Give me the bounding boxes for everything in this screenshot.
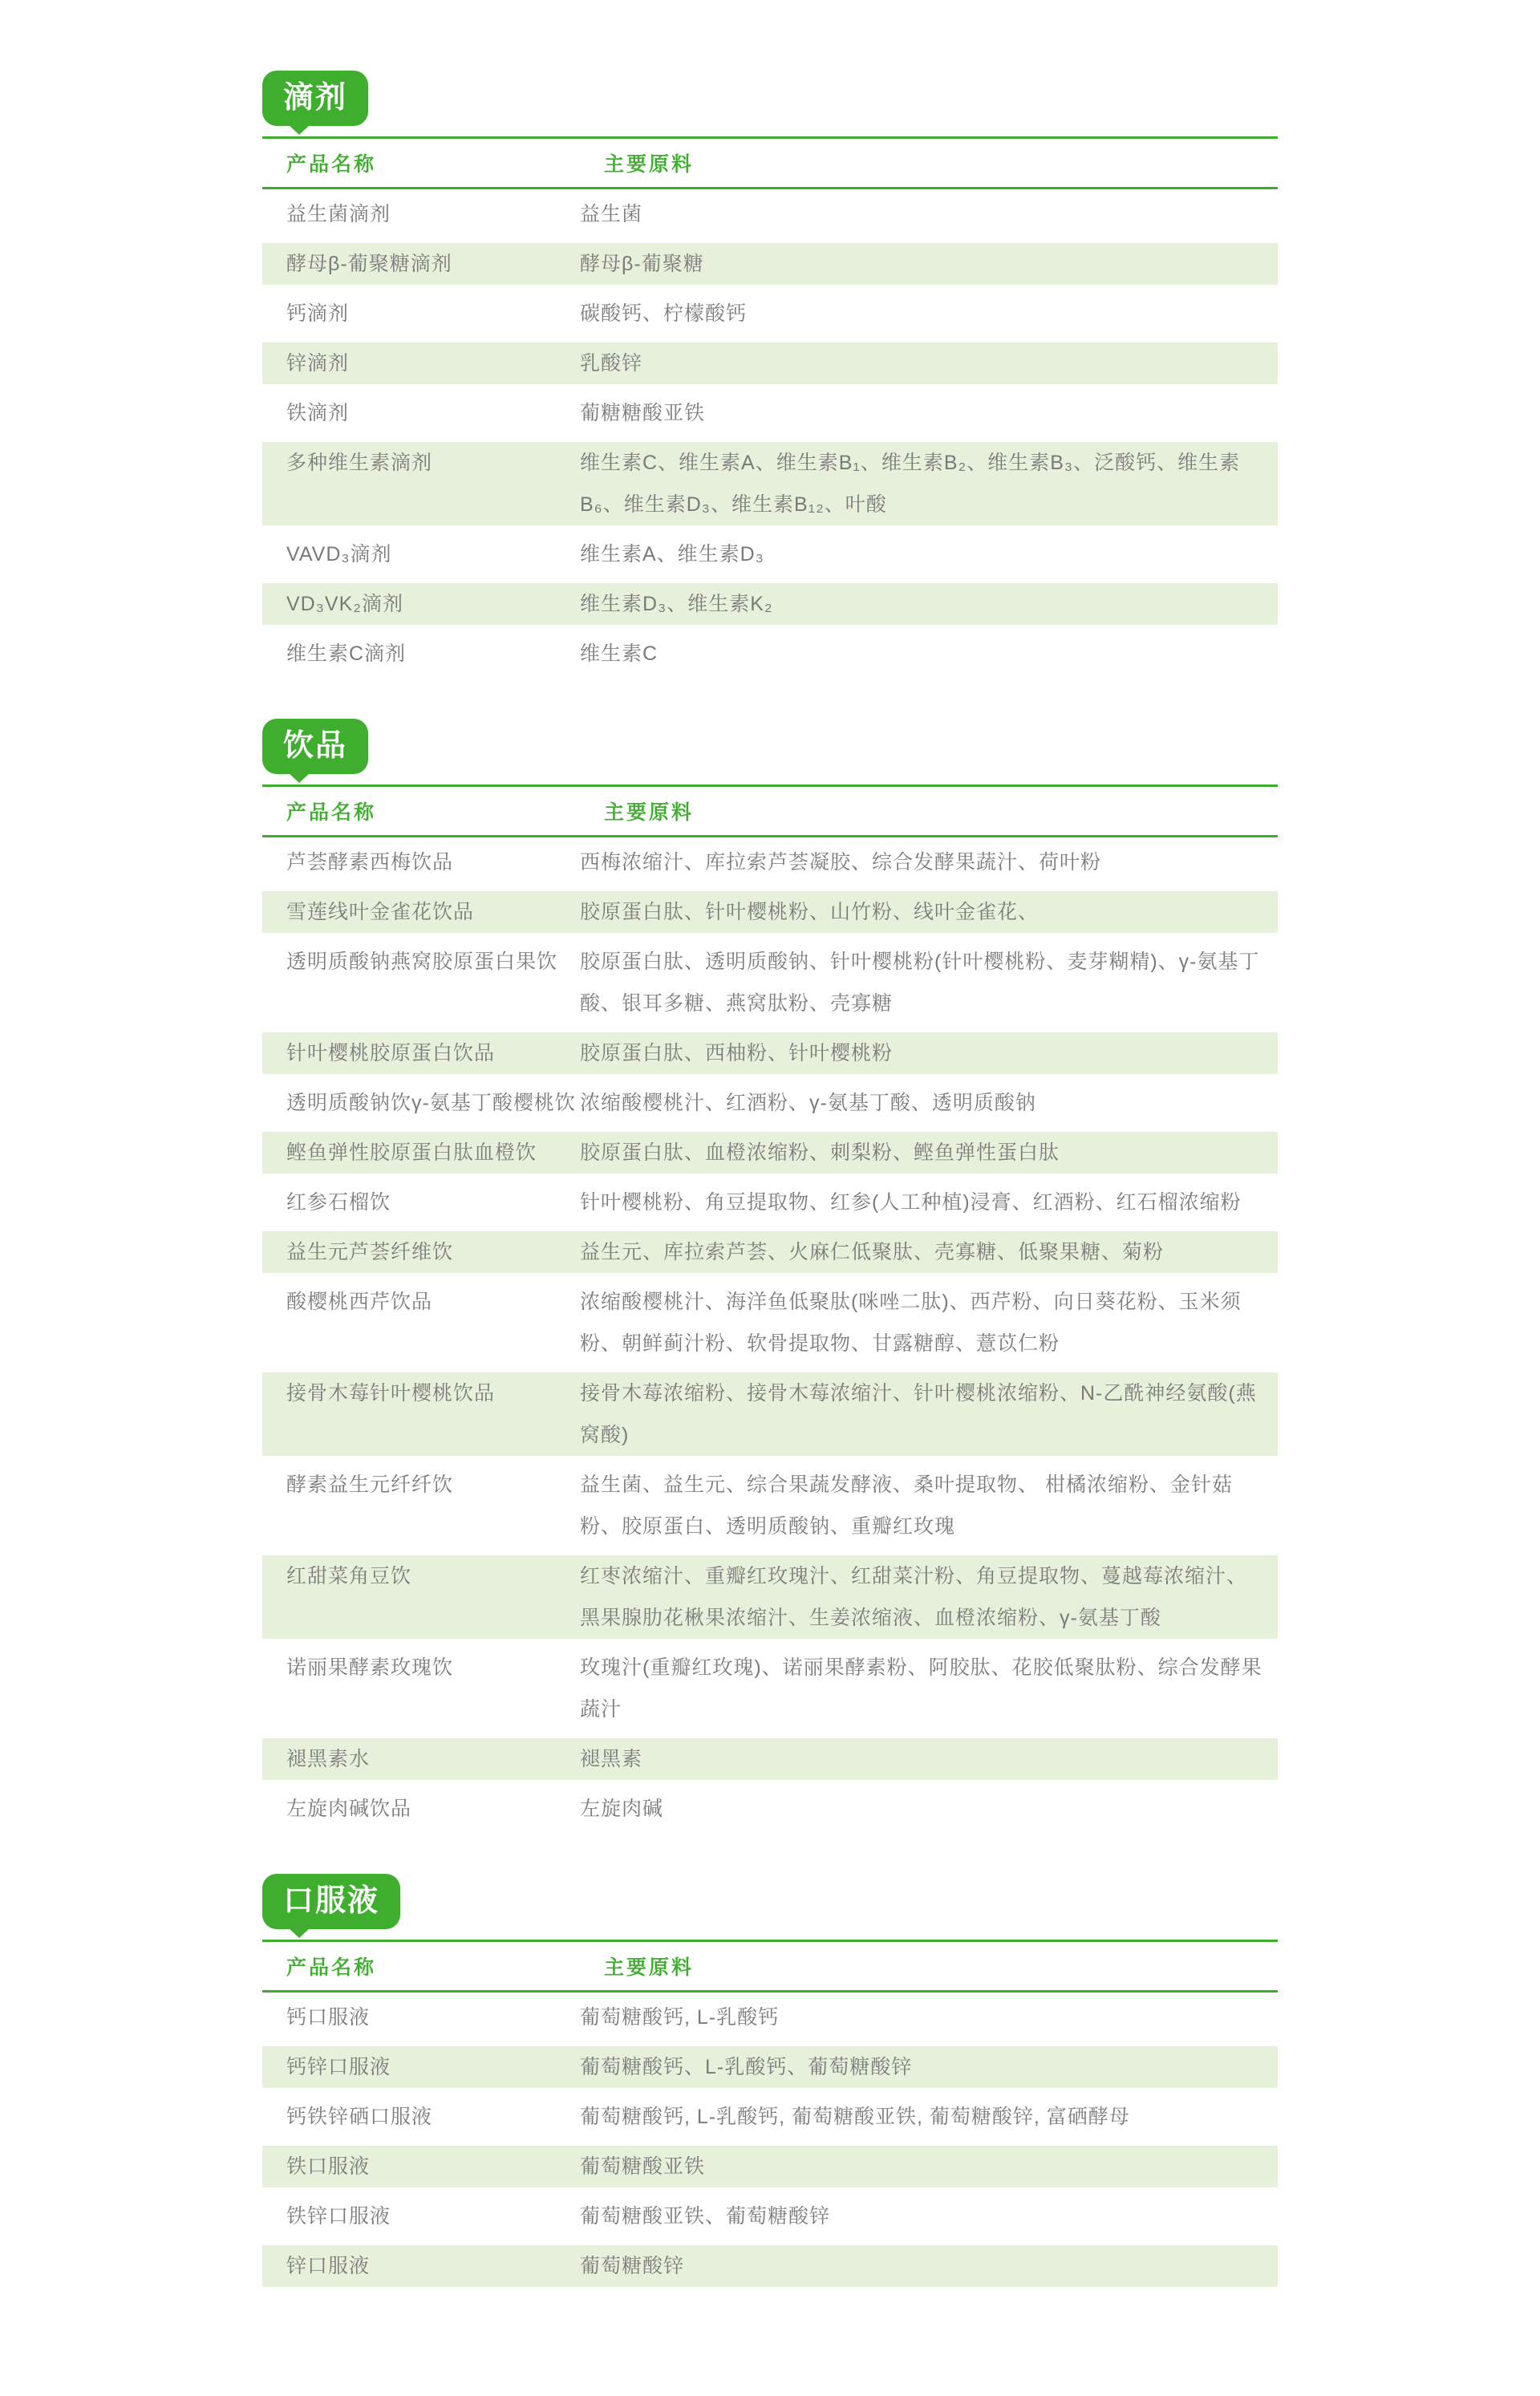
product-name-cell: 益生菌滴剂: [286, 203, 391, 225]
product-name-cell: 鲣鱼弹性胶原蛋白肽血橙饮: [286, 1141, 537, 1164]
ingredients-cell: 维生素D₃、维生素K₂: [580, 593, 773, 615]
product-name-cell: 钙口服液: [286, 2006, 371, 2029]
table-row: [262, 1460, 1278, 1551]
ingredients-cell: 针叶樱桃粉、角豆提取物、红参(人工种植)浸膏、红酒粉、红石榴浓缩粉: [580, 1191, 1242, 1214]
product-name-cell: 针叶樱桃胶原蛋白饮品: [286, 1042, 496, 1064]
ingredients-cell: 益生元、库拉索芦荟、火麻仁低聚肽、壳寡糖、低聚果糖、菊粉: [580, 1241, 1165, 1263]
product-name-cell: VAVD₃滴剂: [286, 543, 392, 566]
table-row: [262, 1368, 1278, 1460]
ingredients-cell: 葡萄糖酸亚铁、葡萄糖酸锌: [580, 2205, 831, 2228]
table-row: [262, 239, 1278, 289]
table-row: [262, 289, 1278, 339]
ingredients-cell: 接骨木莓浓缩粉、接骨木莓浓缩汁、针叶樱桃浓缩粉、N-乙酰神经氨酸(燕窝酸): [580, 1382, 1257, 1446]
product-name-cell: 透明质酸钠饮γ-氨基丁酸樱桃饮: [286, 1092, 576, 1114]
section-badge: [262, 1874, 400, 1929]
product-name-cell: 酵母β-葡聚糖滴剂: [286, 253, 452, 275]
ingredients-cell: 浓缩酸樱桃汁、海洋鱼低聚肽(咪唑二肽)、西芹粉、向日葵花粉、玉米须粉、朝鲜蓟汁粉、软骨提取物、甘露糖醇、薏苡仁粉: [580, 1291, 1242, 1355]
product-name-cell: 维生素C滴剂: [286, 643, 407, 665]
ingredients-cell: 浓缩酸樱桃汁、红酒粉、γ-氨基丁酸、透明质酸钠: [580, 1092, 1036, 1114]
table-row: [262, 1128, 1278, 1178]
section-title: 饮品: [283, 729, 348, 763]
product-name-cell: 雪莲线叶金雀花饮品: [286, 901, 475, 923]
product-name-cell: 酸樱桃西芹饮品: [286, 1291, 433, 1313]
table-row: [262, 629, 1278, 679]
table-row: [262, 1734, 1278, 1784]
column-header-ingredients: 主要原料: [604, 153, 695, 176]
ingredients-cell: 玫瑰汁(重瓣红玫瑰)、诺丽果酵素粉、阿胶肽、花胶低聚肽粉、综合发酵果蔬汁: [580, 1656, 1262, 1721]
column-header-product-name: 产品名称: [286, 801, 377, 824]
table-row: [262, 1028, 1278, 1078]
column-header-ingredients: 主要原料: [604, 1956, 695, 1979]
product-section: [262, 71, 1278, 679]
product-section: [262, 719, 1278, 1834]
ingredients-cell: 胶原蛋白肽、透明质酸钠、针叶樱桃粉(针叶樱桃粉、麦芽糊精)、γ-氨基丁酸、银耳多糖、燕窝肽粉、壳寡糖: [580, 951, 1260, 1015]
table-row: [262, 887, 1278, 937]
product-name-cell: 锌滴剂: [286, 352, 350, 375]
product-name-cell: 酵素益生元纤纤饮: [286, 1474, 454, 1496]
ingredients-cell: 褪黑素: [580, 1748, 643, 1770]
ingredients-cell: 胶原蛋白肽、西柚粉、针叶樱桃粉: [580, 1042, 894, 1064]
ingredients-cell: 胶原蛋白肽、血橙浓缩粉、刺梨粉、鲣鱼弹性蛋白肽: [580, 1141, 1060, 1164]
ingredients-cell: 维生素C、维生素A、维生素B₁、维生素B₂、维生素B₃、泛酸钙、维生素B₆、维生素D₃、维生素B₁₂、叶酸: [580, 452, 1241, 516]
ingredients-cell: 碳酸钙、柠檬酸钙: [580, 302, 748, 325]
section-badge: [262, 719, 368, 774]
column-header-ingredients: 主要原料: [604, 801, 695, 824]
ingredients-cell: 胶原蛋白肽、针叶樱桃粉、山竹粉、线叶金雀花、: [580, 901, 1040, 923]
product-name-cell: 红甜菜角豆饮: [286, 1565, 412, 1587]
product-name-cell: 红参石榴饮: [286, 1191, 391, 1214]
product-name-cell: 多种维生素滴剂: [286, 452, 433, 474]
table-row: [262, 2241, 1278, 2291]
table-row: [262, 438, 1278, 529]
ingredients-cell: 葡萄糖酸钙、L-乳酸钙、葡萄糖酸锌: [580, 2056, 913, 2078]
section-title: 口服液: [283, 1884, 380, 1918]
table-row: [262, 1227, 1278, 1277]
table-row: [262, 1277, 1278, 1368]
product-name-cell: 锌口服液: [286, 2255, 371, 2277]
ingredients-cell: 红枣浓缩汁、重瓣红玫瑰汁、红甜菜汁粉、角豆提取物、蔓越莓浓缩汁、黑果腺肋花楸果浓缩汁、生姜浓缩液、血橙浓缩粉、γ-氨基丁酸: [580, 1565, 1248, 1629]
ingredients-cell: 葡萄糖酸亚铁: [580, 2155, 706, 2178]
product-name-cell: 铁锌口服液: [286, 2205, 391, 2228]
product-name-cell: 钙铁锌硒口服液: [286, 2106, 433, 2128]
table-row: [262, 388, 1278, 438]
table-row: [262, 339, 1278, 388]
table-row: [262, 189, 1278, 239]
column-header-product-name: 产品名称: [286, 153, 377, 176]
section-badge: [262, 71, 368, 126]
table-header-row: [262, 1942, 1278, 1990]
table-row: [262, 2142, 1278, 2191]
product-name-cell: 铁口服液: [286, 2155, 371, 2178]
table-row: [262, 1784, 1278, 1834]
table-body: [262, 837, 1278, 1834]
table-row: [262, 1551, 1278, 1643]
ingredients-cell: 葡糖糖酸亚铁: [580, 402, 706, 424]
product-name-cell: 诺丽果酵素玫瑰饮: [286, 1656, 454, 1679]
ingredients-cell: 益生菌: [580, 203, 643, 225]
product-name-cell: 益生元芦荟纤维饮: [286, 1241, 454, 1263]
ingredients-cell: 左旋肉碱: [580, 1798, 664, 1820]
product-section: [262, 1874, 1278, 2291]
sections-container: [262, 71, 1278, 2291]
product-name-cell: VD₃VK₂滴剂: [286, 593, 403, 615]
ingredients-cell: 维生素C: [580, 643, 659, 665]
ingredients-cell: 维生素A、维生素D₃: [580, 543, 764, 566]
ingredients-cell: 乳酸锌: [580, 352, 643, 375]
product-name-cell: 左旋肉碱饮品: [286, 1798, 412, 1820]
table-body: [262, 1993, 1278, 2291]
column-header-product-name: 产品名称: [286, 1956, 377, 1979]
section-title: 滴剂: [283, 81, 348, 115]
table-row: [262, 837, 1278, 887]
table-row: [262, 2191, 1278, 2241]
product-name-cell: 褪黑素水: [286, 1748, 371, 1770]
product-name-cell: 芦荟酵素西梅饮品: [286, 851, 454, 874]
product-name-cell: 透明质酸钠燕窝胶原蛋白果饮: [286, 951, 558, 973]
product-name-cell: 铁滴剂: [286, 402, 350, 424]
table-row: [262, 1993, 1278, 2042]
ingredients-cell: 葡萄糖酸钙, L-乳酸钙: [580, 2006, 780, 2029]
ingredients-cell: 葡萄糖酸钙, L-乳酸钙, 葡萄糖酸亚铁, 葡萄糖酸锌, 富硒酵母: [580, 2106, 1130, 2128]
table-row: [262, 579, 1278, 629]
table-row: [262, 937, 1278, 1028]
table-body: [262, 189, 1278, 679]
table-row: [262, 2092, 1278, 2142]
table-row: [262, 1078, 1278, 1128]
ingredients-cell: 葡萄糖酸锌: [580, 2255, 685, 2277]
table-header-row: [262, 139, 1278, 187]
ingredients-cell: 益生菌、益生元、综合果蔬发酵液、桑叶提取物、 柑橘浓缩粉、金针菇粉、胶原蛋白、透明质酸钠、重瓣红玫瑰: [580, 1474, 1233, 1538]
product-name-cell: 钙锌口服液: [286, 2056, 391, 2078]
table-row: [262, 2042, 1278, 2092]
table-row: [262, 1643, 1278, 1734]
ingredients-cell: 西梅浓缩汁、库拉索芦荟凝胶、综合发酵果蔬汁、荷叶粉: [580, 851, 1102, 874]
table-row: [262, 529, 1278, 579]
product-name-cell: 钙滴剂: [286, 302, 350, 325]
product-name-cell: 接骨木莓针叶樱桃饮品: [286, 1382, 496, 1405]
table-row: [262, 1178, 1278, 1227]
table-header-row: [262, 787, 1278, 835]
ingredients-cell: 酵母β-葡聚糖: [580, 253, 704, 275]
